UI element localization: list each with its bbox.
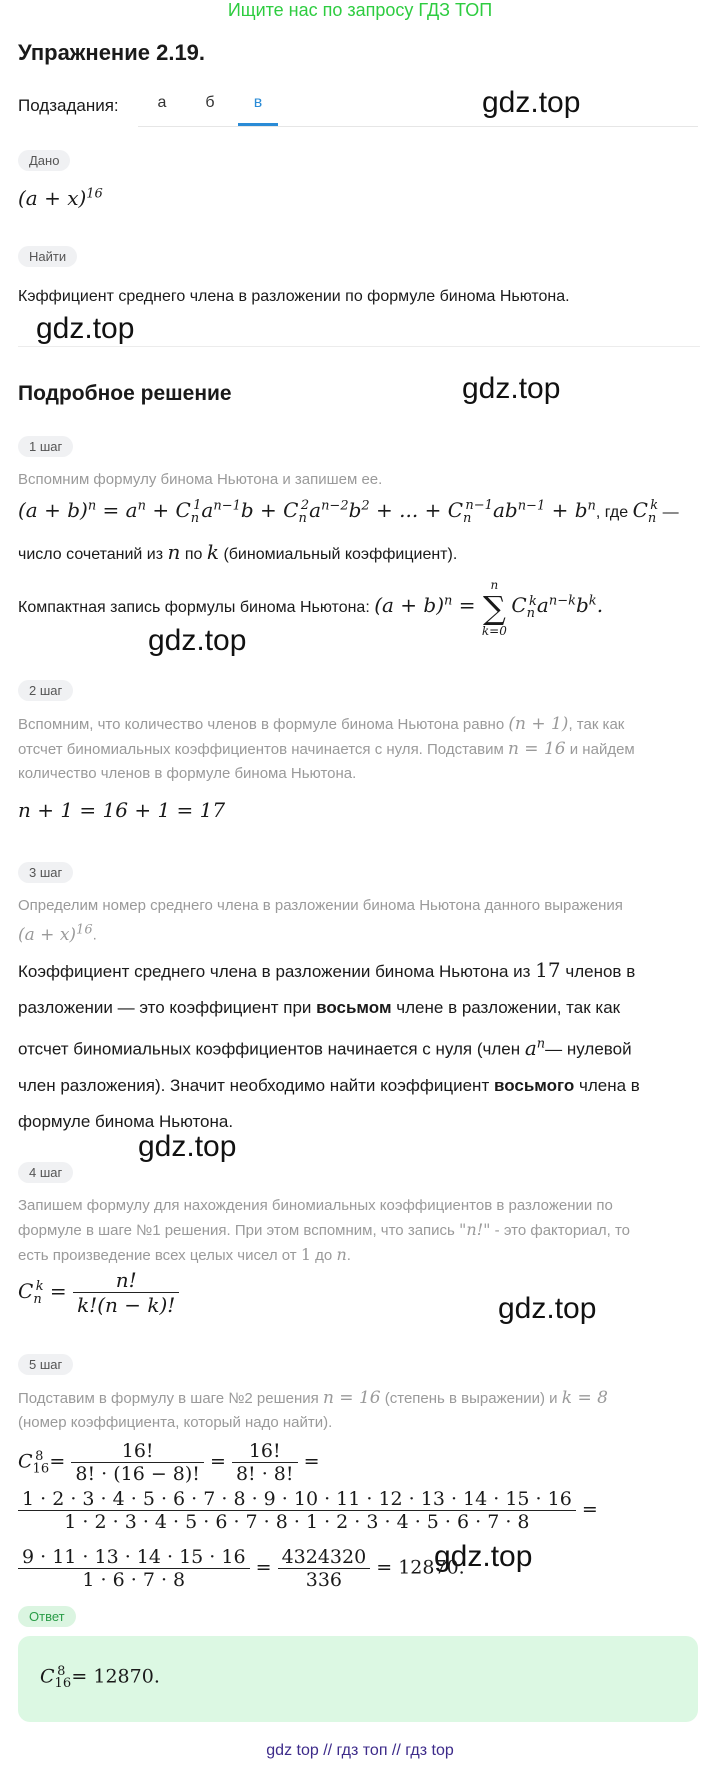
page-title: Упражнение 2.19. bbox=[18, 40, 206, 65]
calc-line-2: 1 · 2 · 3 · 4 · 5 · 6 · 7 · 8 · 9 · 10 · 11 · 12 · 13 · 14 · 15 · 16 1 · 2 · 3 · 4 · 5 · 6 · 7 · 8 · 1 · 2 · 3 · 4 · 5 · 6 · 7 · 8 = bbox=[18, 1488, 598, 1533]
step2-label: 2 шаг bbox=[18, 680, 73, 701]
step2-equation: n + 1 = 16 + 1 = 17 bbox=[18, 798, 226, 822]
watermark: gdz.top bbox=[148, 624, 247, 657]
divider bbox=[18, 346, 700, 347]
answer-box bbox=[18, 1636, 698, 1722]
tab-v[interactable]: в bbox=[253, 94, 263, 111]
watermark: gdz.top bbox=[498, 1292, 597, 1325]
watermark: gdz.top bbox=[462, 372, 561, 405]
step1-label: 1 шаг bbox=[18, 436, 73, 457]
solution-title: Подробное решение bbox=[18, 382, 232, 405]
step2-hint: Вспомним, что количество членов в формуле бинома Ньютона равно (n + 1), так как отсчет биномиальных коэффициентов начинается с нуля. Подставим n = 16 и найдем количество членов в формуле бинома Ньютона. bbox=[18, 714, 635, 782]
active-tab-indicator bbox=[238, 123, 278, 126]
binomial-coefficient-formula: $C_n^k$ = $\frac{n!}{k!(n - k)!}$ bbox=[18, 1268, 179, 1317]
step3-text: Коэффициент среднего члена в разложении бинома Ньютона из 17 членов в разложении — это коэффициент при восьмом члене в разложении, так как отсчет биномиальных коэффициентов начинается с нуля (член $a^n—$ нулевой член разложения). Значит необходимо найти коэффициент восьмого члена в формуле бинома Ньютона. bbox=[18, 958, 640, 1131]
subtasks-tabs bbox=[138, 86, 698, 127]
step1-hint: Вспомним формулу бинома Ньютона и запишем ее. bbox=[18, 471, 383, 488]
subtasks-label: Подзадания: bbox=[18, 96, 119, 115]
step4-label: 4 шаг bbox=[18, 1162, 73, 1183]
find-label: Найти bbox=[18, 246, 77, 267]
watermark: gdz.top bbox=[482, 86, 581, 119]
binomial-formula: $(a + b)^n = a^n + C_n^1a^{n-1}b + C_n^2a^{n-2}b^2$ + ... + $C_n^{n-1}ab^{n-1} + b^n$, где $C_n^k$ — bbox=[18, 498, 679, 526]
step4-hint: Запишем формулу для нахождения биномиальных коэффициентов в разложении по формуле в шаге №1 решения. При этом вспомним, что запись "n!" - это факториал, то есть произведение всех целых чисел от 1 до n. bbox=[18, 1197, 631, 1264]
tab-b[interactable]: б bbox=[205, 94, 215, 111]
step3-label: 3 шаг bbox=[18, 862, 73, 883]
calc-line-1: $C_{16}^8$ = $\frac{16!}{8! \cdot (16 - 8)!}$ = $\frac{16!}{8! \cdot 8!}$ = bbox=[18, 1440, 320, 1485]
tab-a[interactable]: а bbox=[157, 94, 167, 111]
top-banner: Ищите нас по запросу ГДЗ ТОП bbox=[227, 0, 493, 20]
step1-text2: число сочетаний из n по k (биномиальный коэффициент). bbox=[18, 540, 458, 564]
step5-label: 5 шаг bbox=[18, 1354, 73, 1375]
calc-line-3: $\frac{9 \cdot 11 \cdot 13 \cdot 14 \cdot 15 \cdot 16}{1 \cdot 6 \cdot 7 \cdot 8}$ = $\frac{4324320}{336}$ = 12870. bbox=[18, 1546, 465, 1591]
given-expression: $(a + x)^{16}$ bbox=[18, 186, 103, 210]
compact-formula: Компактная запись формулы бинома Ньютона: $(a + b)^n$ = n ∑ k=0 $C_n^ka^{n-k}b^k$. bbox=[18, 578, 604, 638]
watermark: gdz.top bbox=[36, 312, 135, 345]
footer-links[interactable]: gdz top // гдз топ // гдз top bbox=[266, 1742, 454, 1759]
find-text: Кэффициент среднего члена в разложении по формуле бинома Ньютона. bbox=[18, 288, 570, 305]
answer-label: Ответ bbox=[18, 1606, 76, 1627]
step5-hint: Подставим в формулу в шаге №2 решения n = 16 (степень в выражении) и k = 8 (номер коэффициента, который надо найти). bbox=[18, 1388, 608, 1431]
answer-value: $C_{16}^8 = 12870$. bbox=[40, 1664, 160, 1692]
watermark: gdz.top bbox=[434, 1540, 533, 1573]
given-label: Дано bbox=[18, 150, 70, 171]
watermark: gdz.top bbox=[138, 1130, 237, 1163]
step3-hint: Определим номер среднего члена в разложении бинома Ньютона данного выражения $(a + x)^{16}$. bbox=[18, 897, 623, 945]
